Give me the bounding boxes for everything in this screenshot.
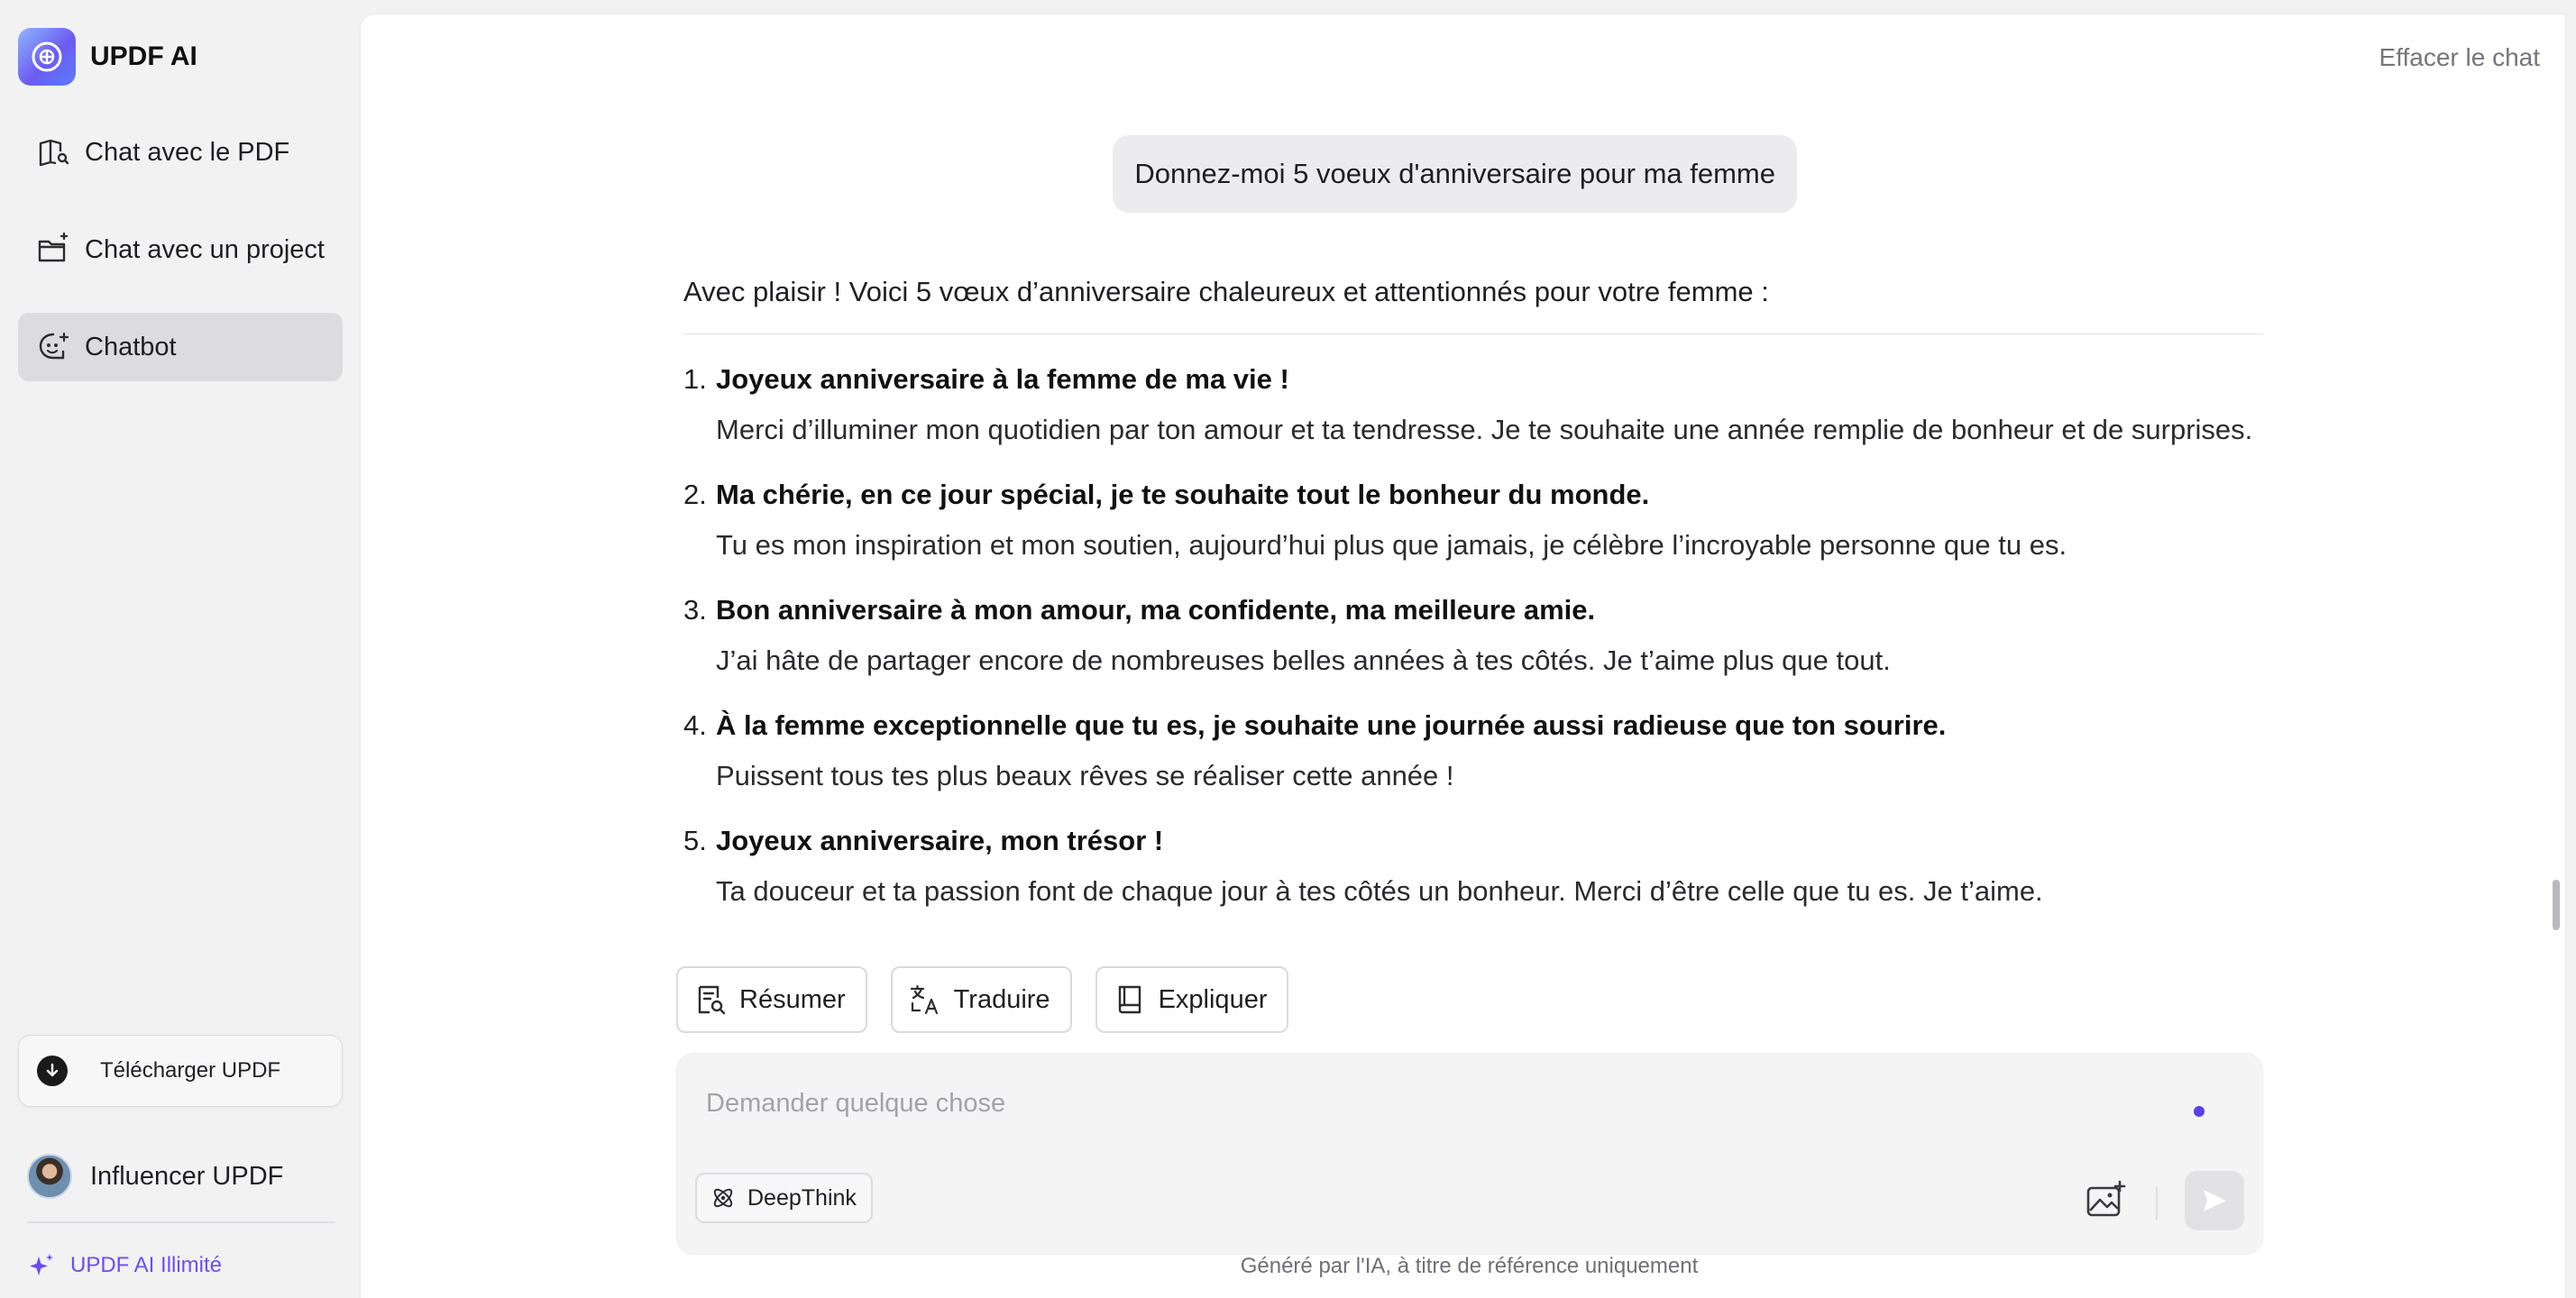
sparkle-icon: [27, 1251, 56, 1280]
translate-label: Traduire: [953, 984, 1050, 1014]
wish-title: Joyeux anniversaire à la femme de ma vie !: [716, 363, 1289, 395]
wish-text: Puissent tous tes plus beaux rêves se réaliser cette année !: [716, 760, 1454, 791]
list-item: [683, 585, 2263, 686]
sidebar-item-chatbot[interactable]: [18, 313, 343, 381]
list-number: 4.: [683, 709, 707, 741]
brand[interactable]: [18, 27, 197, 87]
folder-chat-icon: [36, 233, 70, 267]
updf-ai-logo-icon: [18, 28, 76, 86]
list-number: 5.: [683, 825, 707, 856]
user-name: Influencer UPDF: [90, 1161, 284, 1191]
explain-label: Expliquer: [1158, 984, 1268, 1014]
wish-text: Merci d’illuminer mon quotidien par ton amour et ta tendresse. Je te souhaite une année remplie de bonheur et de surprises.: [716, 414, 2253, 445]
quick-actions: [676, 966, 1288, 1033]
composer-divider: [2156, 1187, 2158, 1220]
download-icon: [37, 1056, 68, 1086]
atom-icon: [710, 1184, 737, 1211]
list-number: 2.: [683, 479, 707, 510]
book-icon: [1114, 983, 1146, 1016]
translate-icon: [909, 983, 941, 1016]
list-item: [683, 700, 2263, 801]
summarize-button[interactable]: [676, 966, 867, 1033]
scrollbar-thumb[interactable]: [2553, 880, 2560, 930]
explain-button[interactable]: [1095, 966, 1289, 1033]
wish-title: Joyeux anniversaire, mon trésor !: [716, 825, 1164, 856]
sidebar-item-label: Chat avec un project: [85, 234, 325, 264]
wish-text: J’ai hâte de partager encore de nombreuses belles années à tes côtés. Je t’aime plus que tout.: [716, 644, 1891, 676]
wish-title: À la femme exceptionnelle que tu es, je souhaite une journée aussi radieuse que ton sourire.: [716, 709, 1947, 741]
user-profile[interactable]: [27, 1152, 283, 1201]
download-updf-button[interactable]: [18, 1035, 343, 1107]
wish-title: Ma chérie, en ce jour spécial, je te souhaite tout le bonheur du monde.: [716, 479, 1650, 510]
sidebar: [0, 0, 361, 1298]
sidebar-divider: [27, 1221, 335, 1223]
summarize-label: Résumer: [739, 984, 846, 1014]
list-item: [683, 470, 2263, 571]
message-composer: [676, 1053, 2263, 1255]
voice-indicator-icon: [2194, 1106, 2205, 1117]
list-item: [683, 354, 2263, 455]
wish-list: [683, 354, 2263, 917]
deepthink-label: DeepThink: [747, 1184, 857, 1211]
translate-button[interactable]: [891, 966, 1072, 1033]
clear-chat-button[interactable]: Effacer le chat: [2379, 43, 2540, 71]
chatbot-icon: [36, 330, 70, 364]
list-number: 1.: [683, 363, 707, 395]
send-icon: [2199, 1185, 2230, 1216]
book-open-icon: [36, 135, 70, 169]
image-upload-icon[interactable]: [2086, 1180, 2127, 1220]
list-number: 3.: [683, 594, 707, 626]
list-item: [683, 816, 2263, 917]
wish-text: Ta douceur et ta passion font de chaque jour à tes côtés un bonheur. Merci d’être celle que tu es. Je t’aime.: [716, 875, 2043, 907]
scroll-fade: [683, 925, 2263, 961]
plan-link[interactable]: [27, 1249, 222, 1282]
sidebar-item-label: Chatbot: [85, 332, 177, 361]
wish-title: Bon anniversaire à mon amour, ma confidente, ma meilleure amie.: [716, 594, 1596, 626]
summarize-icon: [694, 983, 727, 1016]
user-message-bubble: Donnez-moi 5 voeux d'anniversaire pour ma femme: [1113, 135, 1797, 213]
chat-panel: [361, 14, 2565, 1298]
download-label: Télécharger UPDF: [100, 1058, 281, 1083]
sidebar-item-chat-pdf[interactable]: [18, 118, 343, 187]
send-button[interactable]: [2185, 1171, 2244, 1230]
sidebar-item-chat-project[interactable]: [18, 215, 343, 284]
answer-intro: Avec plaisir ! Voici 5 vœux d’anniversaire chaleureux et attentionnés pour votre femme :: [683, 272, 2263, 334]
avatar: [27, 1154, 72, 1199]
plan-label: UPDF AI Illimité: [70, 1253, 223, 1277]
sidebar-item-label: Chat avec le PDF: [85, 137, 290, 167]
assistant-answer: [683, 272, 2263, 957]
message-input[interactable]: [706, 1081, 2149, 1126]
ai-disclaimer: Généré par l'IA, à titre de référence uniquement: [1240, 1254, 1699, 1278]
wish-text: Tu es mon inspiration et mon soutien, aujourd’hui plus que jamais, je célèbre l’incroyable personne que tu es.: [716, 529, 2067, 561]
app-name: UPDF AI: [90, 41, 197, 71]
deepthink-toggle[interactable]: [695, 1173, 873, 1223]
